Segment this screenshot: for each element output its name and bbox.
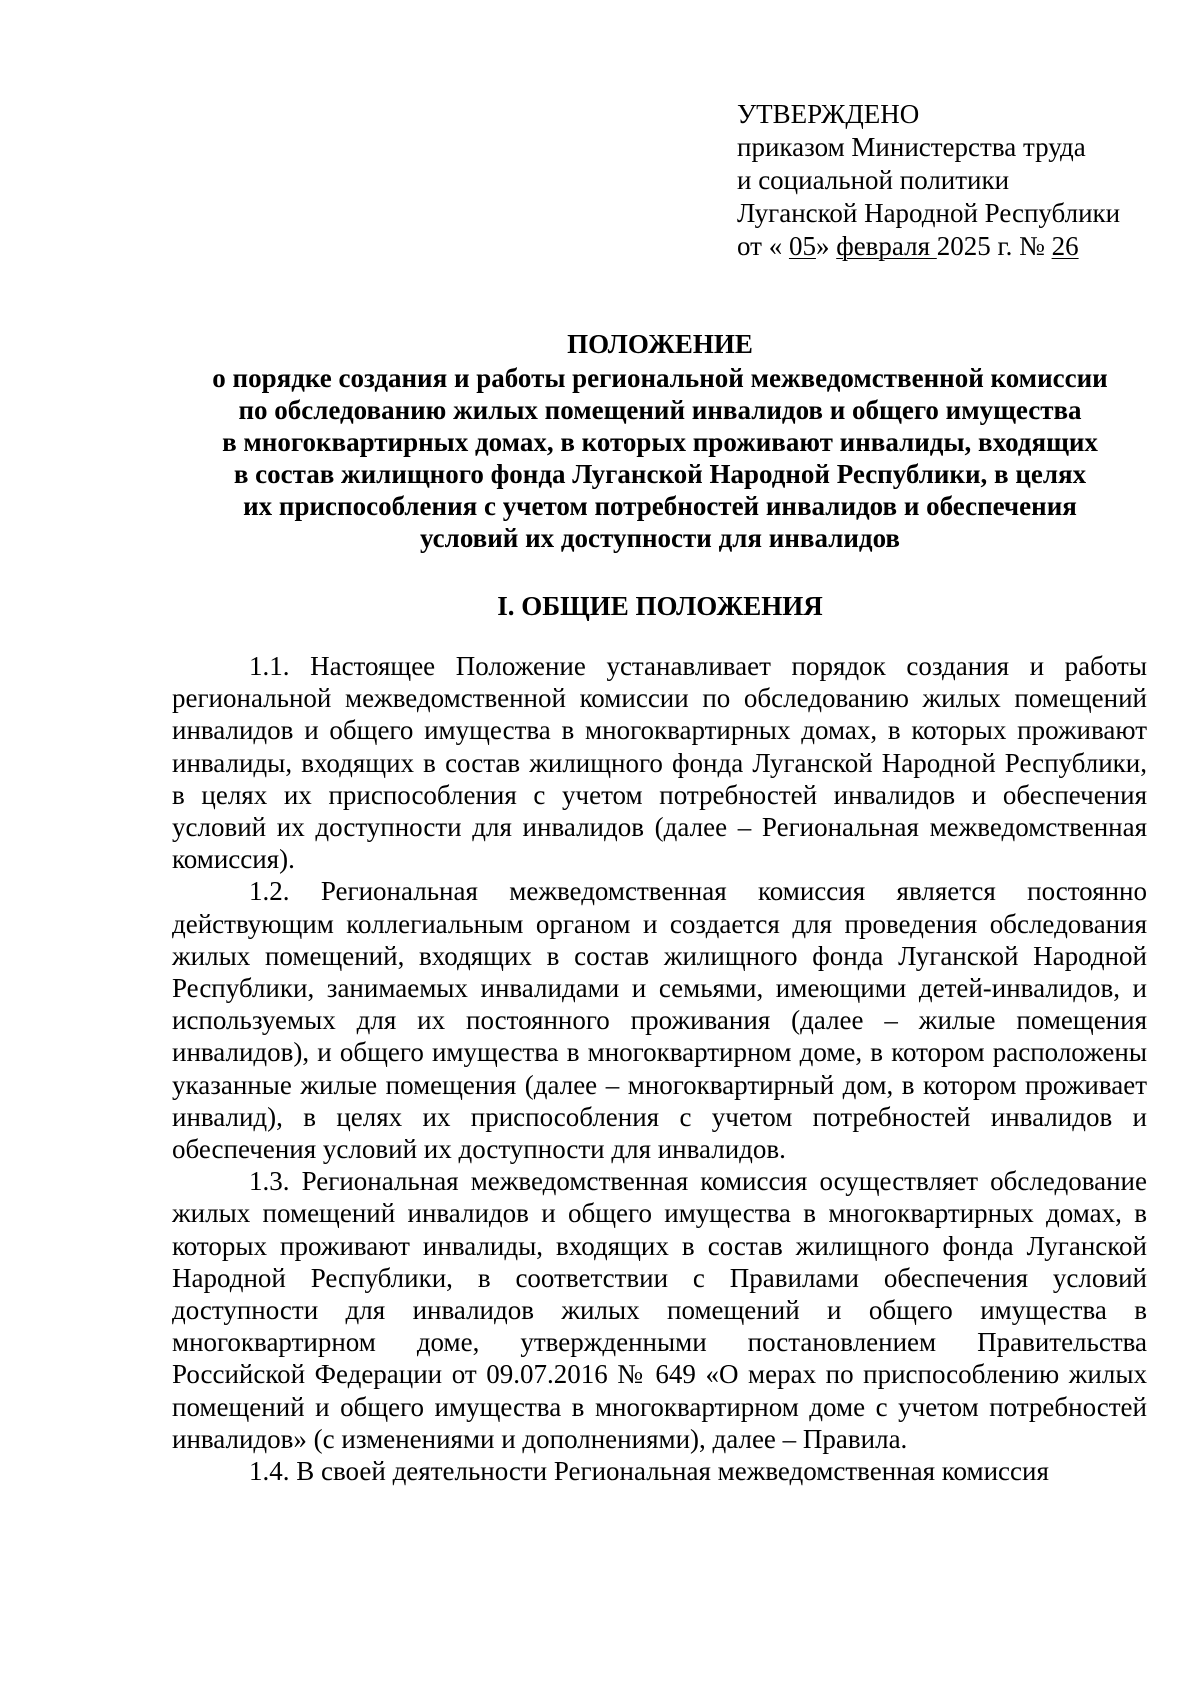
approval-heading: УТВЕРЖДЕНО xyxy=(737,99,920,129)
approval-date-mid: » xyxy=(815,231,837,261)
paragraph-1-3: 1.3. Региональная межведомственная комиссия осуществляет обследование жилых помещений инвалидов и общего имущества в многоквартирных домах, в которых проживают инвалиды, входящих в состав жилищного фонда Луганской Народной Республики, в соответствии с Правилами обеспечения условий доступности для инвалидов жилых помещений и общего имущества в многоквартирном доме, утвержденными постановлением Правительства Российской Федерации от 09.07.2016 № 649 «О мерах по приспособлению жилых помещений и общего имущества в многоквартирном доме с учетом потребностей инвалидов» (с изменениями и дополнениями), далее – Правила. xyxy=(172,1166,1147,1454)
paragraph-1-2: 1.2. Региональная межведомственная комиссия является постоянно действующим коллегиальным органом и создается для проведения обследования жилых помещений, входящих в состав жилищного фонда Луганской Народной Республики, занимаемых инвалидами и семьями, имеющими детей-инвалидов, и используемых для их постоянного проживания (далее – жилые помещения инвалидов), и общего имущества в многоквартирном доме, в котором расположены указанные жилые помещения (далее – многоквартирный дом, в котором проживает инвалид), в целях их приспособления с учетом потребностей инвалидов и обеспечения условий их доступности для инвалидов. xyxy=(172,876,1147,1165)
approval-date-prefix: от « xyxy=(737,231,789,261)
approval-stamp-block xyxy=(737,98,1177,263)
document-subtitle-line: в состав жилищного фонда Луганской Народной Республики, в целях xyxy=(233,459,1087,489)
document-subtitle-line: в многоквартирных домах, в которых проживают инвалиды, входящих xyxy=(222,427,1098,457)
paragraph-1-1: 1.1. Настоящее Положение устанавливает порядок создания и работы региональной межведомственной комиссии по обследованию жилых помещений инвалидов и общего имущества в многоквартирных домах, в которых проживают инвалиды, входящих в состав жилищного фонда Луганской Народной Республики, в целях их приспособления с учетом потребностей инвалидов и обеспечения условий их доступности для инвалидов (далее – Региональная межведомственная комиссия). xyxy=(172,651,1147,875)
document-title: ПОЛОЖЕНИЕ xyxy=(567,329,753,359)
approval-ministry-line: и социальной политики xyxy=(737,165,1010,195)
approval-order-line: приказом Министерства труда xyxy=(737,132,1086,162)
paragraph-1-4: 1.4. В своей деятельности Региональная межведомственная комиссия xyxy=(249,1456,1049,1487)
section-heading: I. ОБЩИЕ ПОЛОЖЕНИЯ xyxy=(497,591,823,621)
approval-date-year: 2025 г. № xyxy=(936,231,1052,261)
document-subtitle-line: о порядке создания и работы региональной межведомственной комиссии xyxy=(212,363,1108,393)
approval-date-month: февраля xyxy=(836,231,937,261)
approval-date-day: 05 xyxy=(788,231,816,261)
document-title-block xyxy=(130,328,1190,554)
section-body xyxy=(172,650,1147,1487)
approval-order-number: 26 xyxy=(1051,231,1079,261)
document-subtitle-line: по обследованию жилых помещений инвалидов и общего имущества xyxy=(238,395,1082,425)
approval-date-line xyxy=(737,230,1177,263)
document-subtitle-line: их приспособления с учетом потребностей инвалидов и обеспечения xyxy=(243,491,1077,521)
approval-republic-line: Луганской Народной Республики xyxy=(737,198,1121,228)
document-subtitle-line: условий их доступности для инвалидов xyxy=(420,523,900,553)
